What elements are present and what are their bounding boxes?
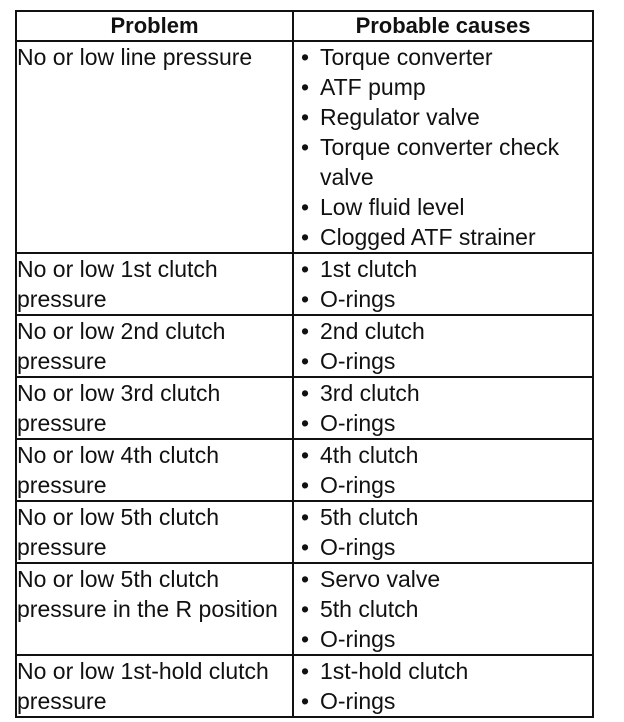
cause-text: 3rd clutch — [320, 380, 420, 406]
causes-cell — [293, 439, 593, 501]
cause-item — [294, 470, 592, 500]
bullet-icon: • — [300, 318, 310, 344]
table-row — [16, 377, 593, 439]
causes-list — [294, 656, 592, 716]
bullet-icon: • — [300, 442, 310, 468]
cause-item — [294, 408, 592, 438]
cause-item — [294, 132, 592, 192]
cause-text: 2nd clutch — [320, 318, 425, 344]
bullet-icon: • — [300, 44, 310, 70]
cause-text: Torque converter — [320, 44, 493, 70]
causes-list — [294, 254, 592, 314]
cause-item — [294, 656, 592, 686]
cause-text: O-rings — [320, 534, 396, 560]
cause-text: 4th clutch — [320, 442, 419, 468]
cause-item — [294, 346, 592, 376]
causes-cell — [293, 253, 593, 315]
cause-text: O-rings — [320, 626, 396, 652]
table-body — [16, 41, 593, 717]
causes-list — [294, 316, 592, 376]
bullet-icon: • — [300, 380, 310, 406]
cause-text: ATF pump — [320, 74, 426, 100]
bullet-icon: • — [300, 286, 310, 312]
table-row — [16, 655, 593, 717]
problem-cell: No or low 5th clutch pressure in the R position — [16, 563, 293, 655]
bullet-icon: • — [300, 74, 310, 100]
cause-text: O-rings — [320, 472, 396, 498]
cause-text: 5th clutch — [320, 504, 419, 530]
causes-list — [294, 378, 592, 438]
problem-cell: No or low 1st clutch pressure — [16, 253, 293, 315]
bullet-icon: • — [300, 224, 310, 250]
bullet-icon: • — [300, 256, 310, 282]
cause-text: Torque converter check valve — [320, 134, 560, 190]
bullet-icon: • — [300, 134, 310, 160]
problem-cell: No or low 3rd clutch pressure — [16, 377, 293, 439]
cause-item — [294, 532, 592, 562]
causes-list — [294, 42, 592, 252]
table-row — [16, 563, 593, 655]
cause-item — [294, 564, 592, 594]
table-row — [16, 439, 593, 501]
cause-item — [294, 624, 592, 654]
cause-text: Regulator valve — [320, 104, 480, 130]
problem-cell: No or low line pressure — [16, 41, 293, 253]
table-row — [16, 41, 593, 253]
table-row — [16, 253, 593, 315]
bullet-icon: • — [300, 104, 310, 130]
cause-item — [294, 594, 592, 624]
causes-cell — [293, 315, 593, 377]
cause-text: O-rings — [320, 410, 396, 436]
cause-item — [294, 72, 592, 102]
bullet-icon: • — [300, 626, 310, 652]
cause-item — [294, 316, 592, 346]
table-header — [16, 11, 593, 41]
causes-cell — [293, 41, 593, 253]
header-row — [16, 11, 593, 41]
header-probable-causes: Probable causes — [293, 11, 593, 41]
cause-text: O-rings — [320, 348, 396, 374]
cause-item — [294, 222, 592, 252]
problem-cell: No or low 1st-hold clutch pressure — [16, 655, 293, 717]
bullet-icon: • — [300, 348, 310, 374]
bullet-icon: • — [300, 658, 310, 684]
table-row — [16, 501, 593, 563]
cause-text: Clogged ATF strainer — [320, 224, 536, 250]
cause-text: 1st clutch — [320, 256, 418, 282]
cause-text: Servo valve — [320, 566, 441, 592]
bullet-icon: • — [300, 472, 310, 498]
cause-item — [294, 102, 592, 132]
cause-text: 1st-hold clutch — [320, 658, 469, 684]
cause-item — [294, 502, 592, 532]
cause-item — [294, 42, 592, 72]
bullet-icon: • — [300, 194, 310, 220]
troubleshooting-table — [15, 10, 594, 718]
causes-list — [294, 440, 592, 500]
causes-list — [294, 564, 592, 654]
causes-cell — [293, 377, 593, 439]
cause-item — [294, 192, 592, 222]
cause-item — [294, 254, 592, 284]
bullet-icon: • — [300, 504, 310, 530]
cause-text: O-rings — [320, 286, 396, 312]
header-problem: Problem — [16, 11, 293, 41]
causes-cell — [293, 655, 593, 717]
cause-item — [294, 440, 592, 470]
cause-text: 5th clutch — [320, 596, 419, 622]
bullet-icon: • — [300, 410, 310, 436]
cause-item — [294, 284, 592, 314]
bullet-icon: • — [300, 534, 310, 560]
table-row — [16, 315, 593, 377]
bullet-icon: • — [300, 596, 310, 622]
problem-cell: No or low 5th clutch pressure — [16, 501, 293, 563]
causes-cell — [293, 563, 593, 655]
problem-cell: No or low 4th clutch pressure — [16, 439, 293, 501]
cause-text: Low fluid level — [320, 194, 465, 220]
cause-item — [294, 378, 592, 408]
cause-item — [294, 686, 592, 716]
cause-text: O-rings — [320, 688, 396, 714]
problem-cell: No or low 2nd clutch pressure — [16, 315, 293, 377]
bullet-icon: • — [300, 566, 310, 592]
causes-list — [294, 502, 592, 562]
causes-cell — [293, 501, 593, 563]
bullet-icon: • — [300, 688, 310, 714]
